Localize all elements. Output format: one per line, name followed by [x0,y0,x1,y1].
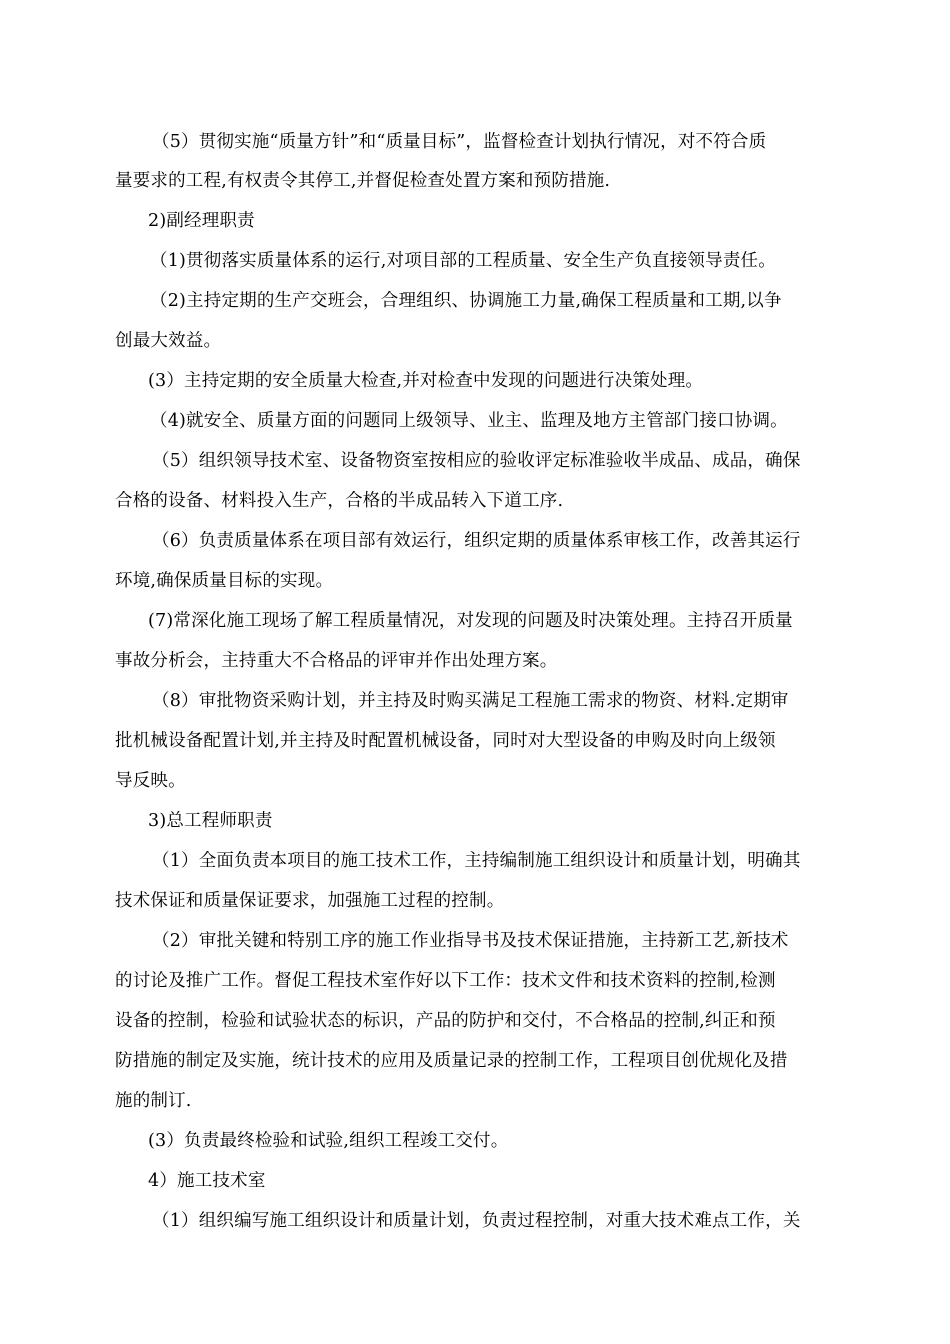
text-line: 事故分析会，主持重大不合格品的评审并作出处理方案。 [115,651,558,671]
text-line: （1)贯彻落实质量体系的运行,对项目部的工程质量、安全生产负直接领导责任。 [150,251,776,271]
text-line: 的讨论及推广工作。督促工程技术室作好以下工作：技术文件和技术资料的控制,检测 [115,971,776,991]
text-line: (3）负责最终检验和试验,组织工程竣工交付。 [148,1131,509,1151]
text-line: （6）负责质量体系在项目部有效运行，组织定期的质量体系审核工作，改善其运行 [152,531,801,551]
text-line: （5）贯彻实施“质量方针”和“质量目标”，监督检查计划执行情况，对不符合质 [152,132,767,152]
text-line: 环境,确保质量目标的实现。 [115,571,334,591]
text-line: （1）组织编写施工组织设计和质量计划，负责过程控制，对重大技术难点工作，关 [152,1211,801,1231]
text-line: （8）审批物资采购计划，并主持及时购买满足工程施工需求的物资、材料.定期审 [152,691,789,711]
section-heading: 3)总工程师职责 [148,811,273,831]
section-heading: 2)副经理职责 [148,211,255,231]
text-line: 技术保证和质量保证要求，加强施工过程的控制。 [115,891,505,911]
text-line: 批机械设备配置计划,并主持及时配置机械设备，同时对大型设备的申购及时向上级领 [115,731,776,751]
text-line: 设备的控制，检验和试验状态的标识，产品的防护和交付，不合格品的控制,纠正和预 [115,1011,776,1031]
text-line: 导反映。 [115,771,186,791]
text-line: (3）主持定期的安全质量大检查,并对检查中发现的问题进行决策处理。 [148,371,704,391]
text-line: 量要求的工程,有权责令其停工,并督促检查处置方案和预防措施. [115,171,611,191]
text-line: （2)主持定期的生产交班会，合理组织、协调施工力量,确保工程质量和工期,以争 [150,291,782,311]
text-line: 防措施的制定及实施，统计技术的应用及质量记录的控制工作，工程项目创优规化及措 [115,1051,788,1071]
text-line: （5）组织领导技术室、设备物资室按相应的验收评定标准验收半成品、成品，确保 [152,451,801,471]
text-line: （2）审批关键和特别工序的施工作业指导书及技术保证措施，主持新工艺,新技术 [152,931,789,951]
text-line: 创最大效益。 [115,331,222,351]
text-line: 施的制订. [115,1091,192,1111]
section-heading: 4）施工技术室 [148,1171,266,1191]
text-line: （4)就安全、质量方面的问题同上级领导、业主、监理及地方主管部门接口协调。 [150,411,788,431]
text-line: （1）全面负责本项目的施工技术工作，主持编制施工组织设计和质量计划，明确其 [152,851,801,871]
text-line: 合格的设备、材料投入生产，合格的半成品转入下道工序. [115,491,564,511]
text-line: (7)常深化施工现场了解工程质量情况，对发现的问题及时决策处理。主持召开质量 [148,611,793,631]
